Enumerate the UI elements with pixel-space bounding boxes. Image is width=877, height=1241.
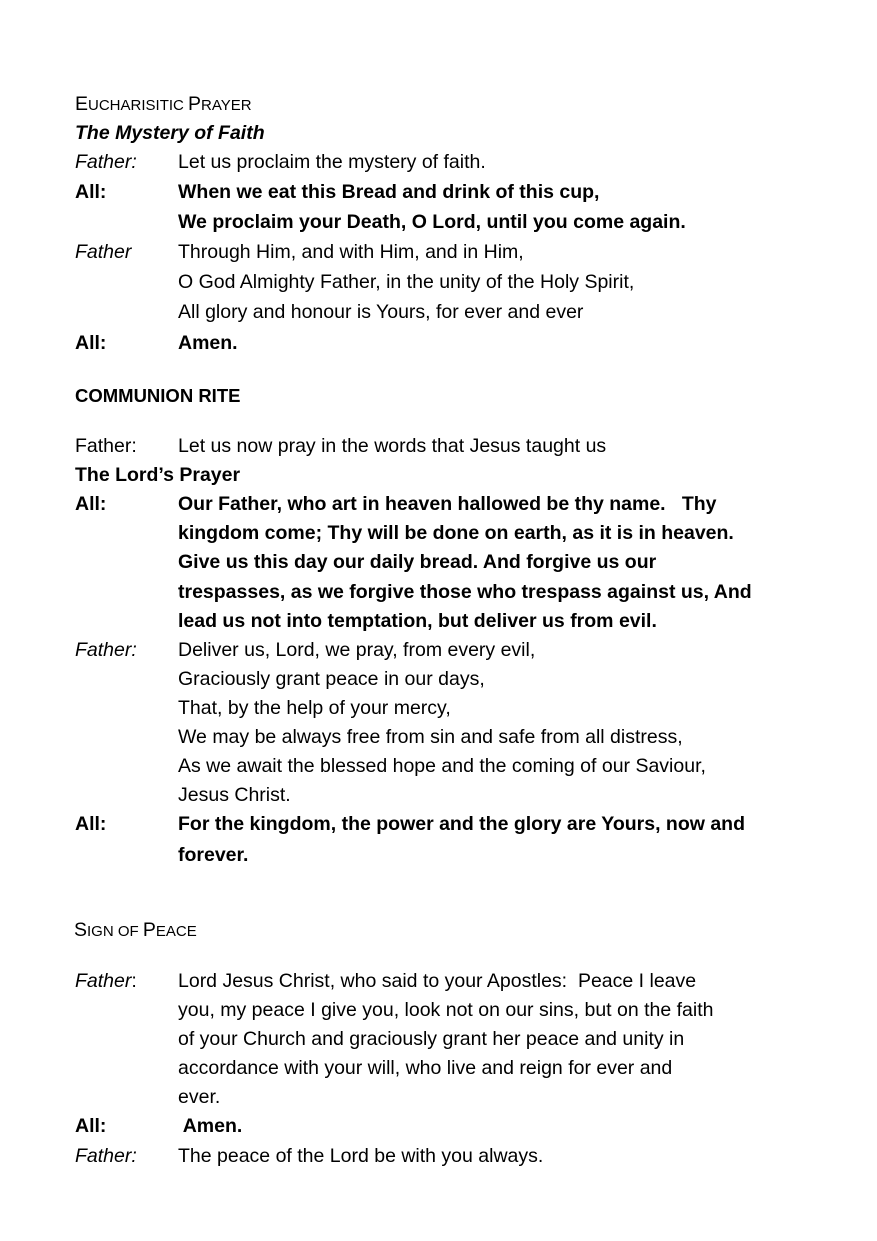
prayer-text: of your Church and graciously grant her peace and unity in <box>178 1028 685 1050</box>
prayer-text: Graciously grant peace in our days, <box>178 668 485 690</box>
section-heading-sign-of-peace <box>74 918 197 944</box>
prayer-text: As we await the blessed hope and the coming of our Saviour, <box>178 755 706 777</box>
speaker-label: Father: <box>75 435 137 457</box>
prayer-text: All glory and honour is Yours, for ever and ever <box>178 301 584 323</box>
speaker-label: Father: <box>75 151 137 173</box>
speaker-label: Father: <box>75 639 137 661</box>
speaker-label: All: <box>75 493 107 515</box>
speaker-label: All: <box>75 332 107 354</box>
prayer-text: accordance with your will, who live and reign for ever and <box>178 1057 673 1079</box>
prayer-text: you, my peace I give you, look not on our sins, but on the faith <box>178 999 714 1021</box>
prayer-text: Let us proclaim the mystery of faith. <box>178 151 486 173</box>
prayer-text: lead us not into temptation, but deliver us from evil. <box>178 610 657 632</box>
prayer-text: For the kingdom, the power and the glory are Yours, now and <box>178 813 746 835</box>
prayer-text: Lord Jesus Christ, who said to your Apostles: Peace I leave <box>178 970 697 992</box>
subtitle-mystery-of-faith: The Mystery of Faith <box>75 122 265 144</box>
speaker-label: Father: <box>75 1145 137 1167</box>
speaker-label <box>75 967 137 997</box>
heading-smallcaps: EACE <box>155 923 197 940</box>
prayer-text: Our Father, who art in heaven hallowed be thy name. Thy <box>178 493 717 515</box>
heading-initial: E <box>75 93 89 115</box>
prayer-text: ever. <box>178 1086 221 1108</box>
speaker-label: All: <box>75 813 107 835</box>
prayer-text: trespasses, as we forgive those who trespass against us, And <box>178 581 752 603</box>
prayer-text: We proclaim your Death, O Lord, until you come again. <box>178 211 686 233</box>
heading-smallcaps: IGN OF <box>87 923 143 940</box>
speaker-label: All: <box>75 181 107 203</box>
speaker-label: Father <box>75 241 132 263</box>
section-heading-eucharistic-prayer <box>75 92 252 118</box>
prayer-text: forever. <box>178 844 249 866</box>
speaker-label: All: <box>75 1115 107 1137</box>
heading-initial: P <box>188 93 202 115</box>
prayer-text: Give us this day our daily bread. And forgive us our <box>178 551 657 573</box>
speaker-name: Father <box>75 970 132 992</box>
prayer-text: Jesus Christ. <box>178 784 291 806</box>
prayer-text: We may be always free from sin and safe from all distress, <box>178 726 683 748</box>
prayer-text: O God Almighty Father, in the unity of the Holy Spirit, <box>178 271 635 293</box>
speaker-colon: : <box>131 970 137 992</box>
heading-initial: S <box>74 919 88 941</box>
prayer-text: Amen. <box>178 332 238 354</box>
subtitle-lords-prayer: The Lord’s Prayer <box>75 464 241 486</box>
prayer-text: Through Him, and with Him, and in Him, <box>178 241 524 263</box>
section-heading-communion-rite: COMMUNION RITE <box>75 385 241 406</box>
heading-smallcaps: UCHARISITIC <box>88 97 189 114</box>
prayer-text: Let us now pray in the words that Jesus taught us <box>178 435 607 457</box>
prayer-text: kingdom come; Thy will be done on earth, as it is in heaven. <box>178 522 734 544</box>
prayer-text: When we eat this Bread and drink of this cup, <box>178 181 600 203</box>
heading-initial: P <box>142 919 156 941</box>
prayer-text: The peace of the Lord be with you always. <box>178 1145 544 1167</box>
prayer-text: Amen. <box>178 1115 243 1137</box>
heading-smallcaps: RAYER <box>201 97 252 114</box>
prayer-text: Deliver us, Lord, we pray, from every evil, <box>178 639 536 661</box>
prayer-text: That, by the help of your mercy, <box>178 697 451 719</box>
